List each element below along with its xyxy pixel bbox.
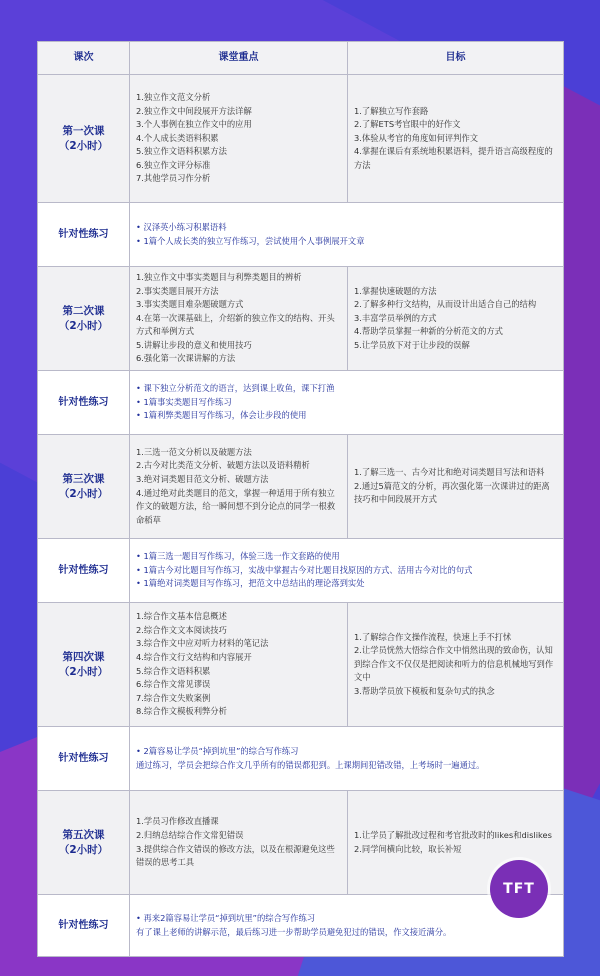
practice-label: 针对性练习 [38, 895, 130, 957]
goal-point: 2.同学间横向比较，取长补短 [354, 843, 462, 854]
practice-item: • 1篇事实类题目写作练习 [136, 396, 557, 410]
focus-point: 2.归纳总结综合作文常犯错误 [136, 829, 244, 840]
lesson-title-cell [38, 435, 130, 539]
goal-point: 1.掌握快速破题的方法 [354, 285, 437, 296]
goal-point: 5.让学员放下对于让步段的误解 [354, 339, 470, 350]
header-goal: 目标 [348, 42, 564, 75]
lesson-title: 第四次课 [62, 650, 105, 663]
practice-item: 通过练习，学员会把综合作文几乎所有的错误都犯到。上课期间犯错改错，上考场时一遍通过。 [136, 759, 485, 770]
focus-point: 8.综合作文模板利弊分析 [136, 706, 227, 717]
lesson-row [38, 435, 564, 539]
focus-point: 1.独立作文范文分析 [136, 91, 211, 102]
practice-item: 有了课上老师的讲解示范，最后练习进一步帮助学员避免犯过的错误，作文接近满分。 [136, 926, 452, 937]
practice-label: 针对性练习 [38, 727, 130, 791]
lesson-row [38, 75, 564, 203]
practice-row [38, 895, 564, 957]
lesson-title-cell [38, 267, 130, 371]
focus-point: 4.通过绝对此类题目的范文，掌握一种适用于所有独立作文的破题方法，给一瞬间想不到分论点的同学一根救命稻草 [136, 487, 336, 525]
focus-point: 7.综合作文失败案例 [136, 692, 211, 703]
course-schedule-table [37, 41, 564, 957]
lesson-title-cell [38, 603, 130, 727]
practice-item: • 2篇容易让学员“掉到坑里”的综合写作练习 [136, 745, 557, 759]
practice-content-cell [130, 727, 564, 791]
goal-point: 2.了解ETS考官眼中的好作文 [354, 119, 461, 130]
focus-point: 4.综合作文行文结构和内容展开 [136, 651, 252, 662]
focus-point: 3.事实类题目难杂题破题方式 [136, 299, 244, 310]
lesson-goal-cell [348, 75, 564, 203]
focus-point: 3.提供综合作文错误的修改方法，以及在根源避免这些错误的思考工具 [136, 843, 335, 868]
practice-label: 针对性练习 [38, 371, 130, 435]
lesson-goal-cell [348, 435, 564, 539]
focus-point: 1.学员习作修改直播课 [136, 816, 219, 827]
focus-point: 3.综合作文中应对听力材料的笔记法 [136, 638, 269, 649]
practice-item: • 汉泽英小练习积累语料 [136, 221, 557, 235]
lesson-duration: （2小时） [58, 139, 109, 152]
practice-row [38, 539, 564, 603]
goal-point: 1.让学员了解批改过程和考官批改时的likes和dislikes [354, 829, 552, 840]
lesson-duration: （2小时） [58, 319, 109, 332]
lesson-focus-cell [130, 435, 348, 539]
lesson-focus-cell [130, 75, 348, 203]
practice-item: • 课下独立分析范文的语言，达到课上收鱼，课下打渔 [136, 382, 557, 396]
focus-point: 2.独立作文中间段展开方法详解 [136, 105, 252, 116]
lesson-focus-cell [130, 267, 348, 371]
goal-point: 2.通过5篇范文的分析，再次强化第一次课讲过的距离技巧和中间段展开方式 [354, 480, 550, 505]
goal-point: 3.帮助学员放下模板和复杂句式的执念 [354, 685, 495, 696]
goal-point: 4.帮助学员掌握一种新的分析范文的方式 [354, 326, 503, 337]
practice-item: • 再来2篇容易让学员“掉到坑里”的综合写作练习 [136, 912, 557, 926]
practice-row [38, 203, 564, 267]
lesson-title-cell [38, 75, 130, 203]
focus-point: 1.独立作文中事实类题目与利弊类题目的辨析 [136, 271, 302, 282]
focus-point: 3.绝对词类题目范文分析、破题方法 [136, 473, 269, 484]
lesson-goal-cell [348, 267, 564, 371]
lesson-row [38, 603, 564, 727]
focus-point: 2.古今对比类范文分析、破题方法以及语料精析 [136, 460, 310, 471]
lesson-title-cell [38, 791, 130, 895]
lesson-duration: （2小时） [58, 665, 109, 678]
focus-point: 6.独立作文评分标准 [136, 159, 211, 170]
focus-point: 2.事实类题目展开方法 [136, 285, 219, 296]
goal-point: 1.了解综合作文操作流程，快速上手不打怵 [354, 631, 512, 642]
goal-point: 4.掌握在课后有系统地积累语料，提升语言高级程度的方法 [354, 146, 553, 170]
lesson-title: 第二次课 [62, 304, 105, 317]
lesson-duration: （2小时） [58, 487, 109, 500]
practice-item: • 1篇古今对比题目写作练习，实战中掌握古今对比题目找原因的方式、活用古今对比的句式 [136, 564, 557, 578]
goal-point: 2.让学员恍然大悟综合作文中悄然出现的致命伤，认知到综合作文不仅仅是把阅读和听力的信息机械地写到作文中 [354, 645, 554, 683]
practice-row [38, 371, 564, 435]
focus-point: 3.个人事例在独立作文中的应用 [136, 119, 252, 130]
focus-point: 4.个人成长类语料积累 [136, 132, 219, 143]
lesson-goal-cell [348, 603, 564, 727]
practice-content-cell [130, 371, 564, 435]
practice-item: • 1篇利弊类题目写作练习，体会让步段的使用 [136, 409, 557, 423]
practice-item: • 1篇绝对词类题目写作练习，把范文中总结出的理论落到实处 [136, 577, 557, 591]
focus-point: 6.综合作文常见谬误 [136, 679, 211, 690]
header-focus: 课堂重点 [130, 42, 348, 75]
focus-point: 5.讲解让步段的意义和使用技巧 [136, 339, 252, 350]
lesson-focus-cell [130, 791, 348, 895]
lesson-row [38, 791, 564, 895]
practice-item: • 1篇个人成长类的独立写作练习，尝试使用个人事例展开文章 [136, 235, 557, 249]
practice-item: • 1篇三选一题目写作练习，体验三选一作文套路的使用 [136, 550, 557, 564]
lesson-title: 第一次课 [62, 124, 105, 137]
focus-point: 6.强化第一次课讲解的方法 [136, 353, 236, 364]
focus-point: 1.三选一范文分析以及破题方法 [136, 446, 252, 457]
focus-point: 1.综合作文基本信息概述 [136, 611, 227, 622]
practice-row [38, 727, 564, 791]
goal-point: 2.了解多种行文结构，从而设计出适合自己的结构 [354, 299, 537, 310]
practice-label: 针对性练习 [38, 539, 130, 603]
header-lesson: 课次 [38, 42, 130, 75]
focus-point: 5.独立作文语料积累方法 [136, 146, 227, 157]
goal-point: 3.丰富学员举例的方式 [354, 312, 437, 323]
goal-point: 1.了解独立写作套路 [354, 105, 429, 116]
goal-point: 1.了解三选一、古今对比和绝对词类题目写法和语料 [354, 467, 545, 478]
lesson-title: 第三次课 [62, 472, 105, 485]
lesson-focus-cell [130, 603, 348, 727]
practice-content-cell [130, 539, 564, 603]
focus-point: 4.在第一次课基础上，介绍新的独立作文的结构、开头方式和举例方式 [136, 312, 335, 337]
focus-point: 7.其他学员习作分析 [136, 173, 211, 184]
lesson-duration: （2小时） [58, 843, 109, 856]
lesson-row [38, 267, 564, 371]
lesson-title: 第五次课 [62, 828, 105, 841]
practice-content-cell [130, 203, 564, 267]
table-header-row [38, 42, 564, 75]
practice-label: 针对性练习 [38, 203, 130, 267]
goal-point: 3.体验从考官的角度如何评判作文 [354, 132, 479, 143]
tft-logo: TFT [490, 860, 548, 918]
focus-point: 5.综合作文语料积累 [136, 665, 211, 676]
focus-point: 2.综合作文文本阅读技巧 [136, 624, 227, 635]
